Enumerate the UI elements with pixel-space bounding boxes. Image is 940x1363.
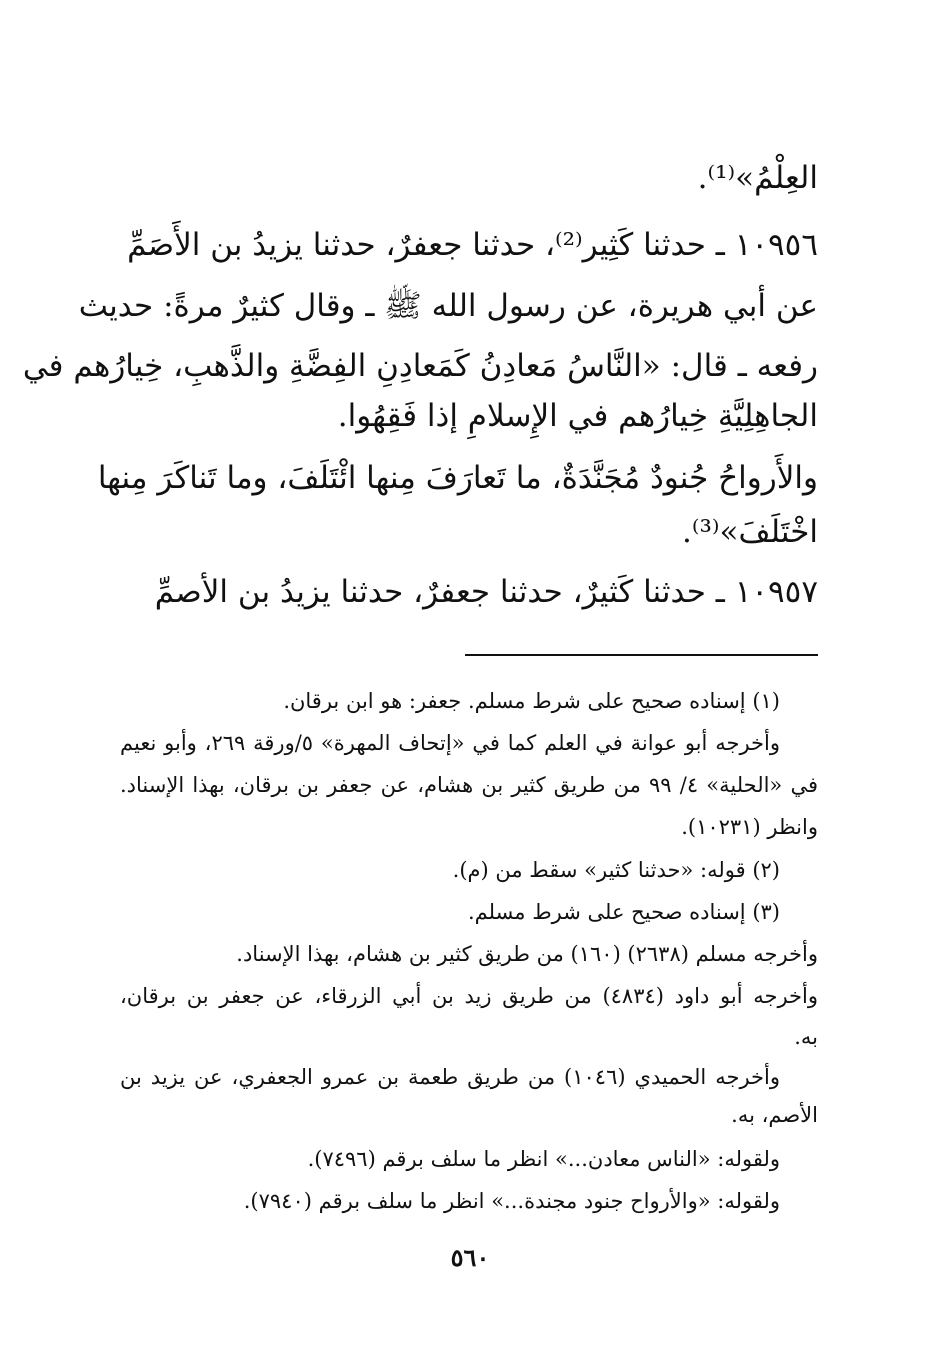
footnote-1-line-1: (١) إسناده صحيح على شرط مسلم. جعفر: هو ابن برقان. [283,689,780,713]
main-text-line-4: رفعه ـ قال: «النَّاسُ مَعادِنُ كَمَعادِنِ الفِضَّةِ والذَّهبِ، خِيارُهم في [22,348,818,384]
footnote-3-line-8: ولقوله: «والأرواح جنود مجندة...» انظر ما سلف برقم (٧٩٤٠). [243,1189,780,1213]
footnote-separator [465,654,818,656]
footnote-3-line-2: وأخرجه مسلم (٢٦٣٨) (١٦٠) من طريق كثير بن هشام، بهذا الإسناد. [236,942,818,966]
page-number: ٥٦٠ [450,1243,490,1272]
main-text-line-7: اخْتَلَفَ»⁽³⁾. [682,514,818,550]
hadith-10956-opening: ١٠٩٥٦ ـ حدثنا كَثِير⁽²⁾، حدثنا جعفرٌ، حدثنا يزيدُ بن الأَصَمِّ [127,227,818,263]
footnote-3-line-7: ولقوله: «الناس معادن...» انظر ما سلف برقم (٧٤٩٦). [307,1147,780,1171]
footnote-3-line-5: وأخرجه الحميدي (١٠٤٦) من طريق طعمة بن عمرو الجعفري، عن يزيد بن [120,1065,780,1089]
footnote-3-line-6: الأصم، به. [731,1103,818,1127]
footnote-3-line-3: وأخرجه أبو داود (٤٨٣٤) من طريق زيد بن أبي الزرقاء، عن جعفر بن برقان، [120,984,818,1008]
footnote-1-line-2: وأخرجه أبو عوانة في العلم كما في «إتحاف المهرة» ٥/ورقة ٢٦٩، وأبو نعيم [120,731,780,755]
main-text-line-5: الجاهِلِيَّةِ خِيارُهم في الإِسلامِ إذا فَقِهُوا. [337,398,818,434]
footnote-1-line-4: وانظر (١٠٢٣١). [681,815,818,839]
main-text-line-6: والأَرواحُ جُنودٌ مُجَنَّدَةٌ، ما تَعارَفَ مِنها ائْتَلَفَ، وما تَناكَرَ مِنها [97,460,818,496]
main-text-line-1: العِلْمُ»⁽¹⁾. [697,160,818,196]
footnote-3-line-4: به. [794,1025,818,1049]
footnote-2: (٢) قوله: «حدثنا كثير» سقط من (م). [452,858,780,882]
hadith-10957-opening: ١٠٩٥٧ ـ حدثنا كَثيرٌ، حدثنا جعفرٌ، حدثنا يزيدُ بن الأصمِّ [154,574,818,610]
footnote-1-line-3: في «الحلية» ٤/ ٩٩ من طريق كثير بن هشام، عن جعفر بن برقان، بهذا الإسناد. [120,773,818,797]
main-text-line-3: عن أبي هريرة، عن رسول الله ﷺ ـ وقال كثيرٌ مرةً: حديث [78,288,818,324]
footnote-3-line-1: (٣) إسناده صحيح على شرط مسلم. [467,900,780,924]
